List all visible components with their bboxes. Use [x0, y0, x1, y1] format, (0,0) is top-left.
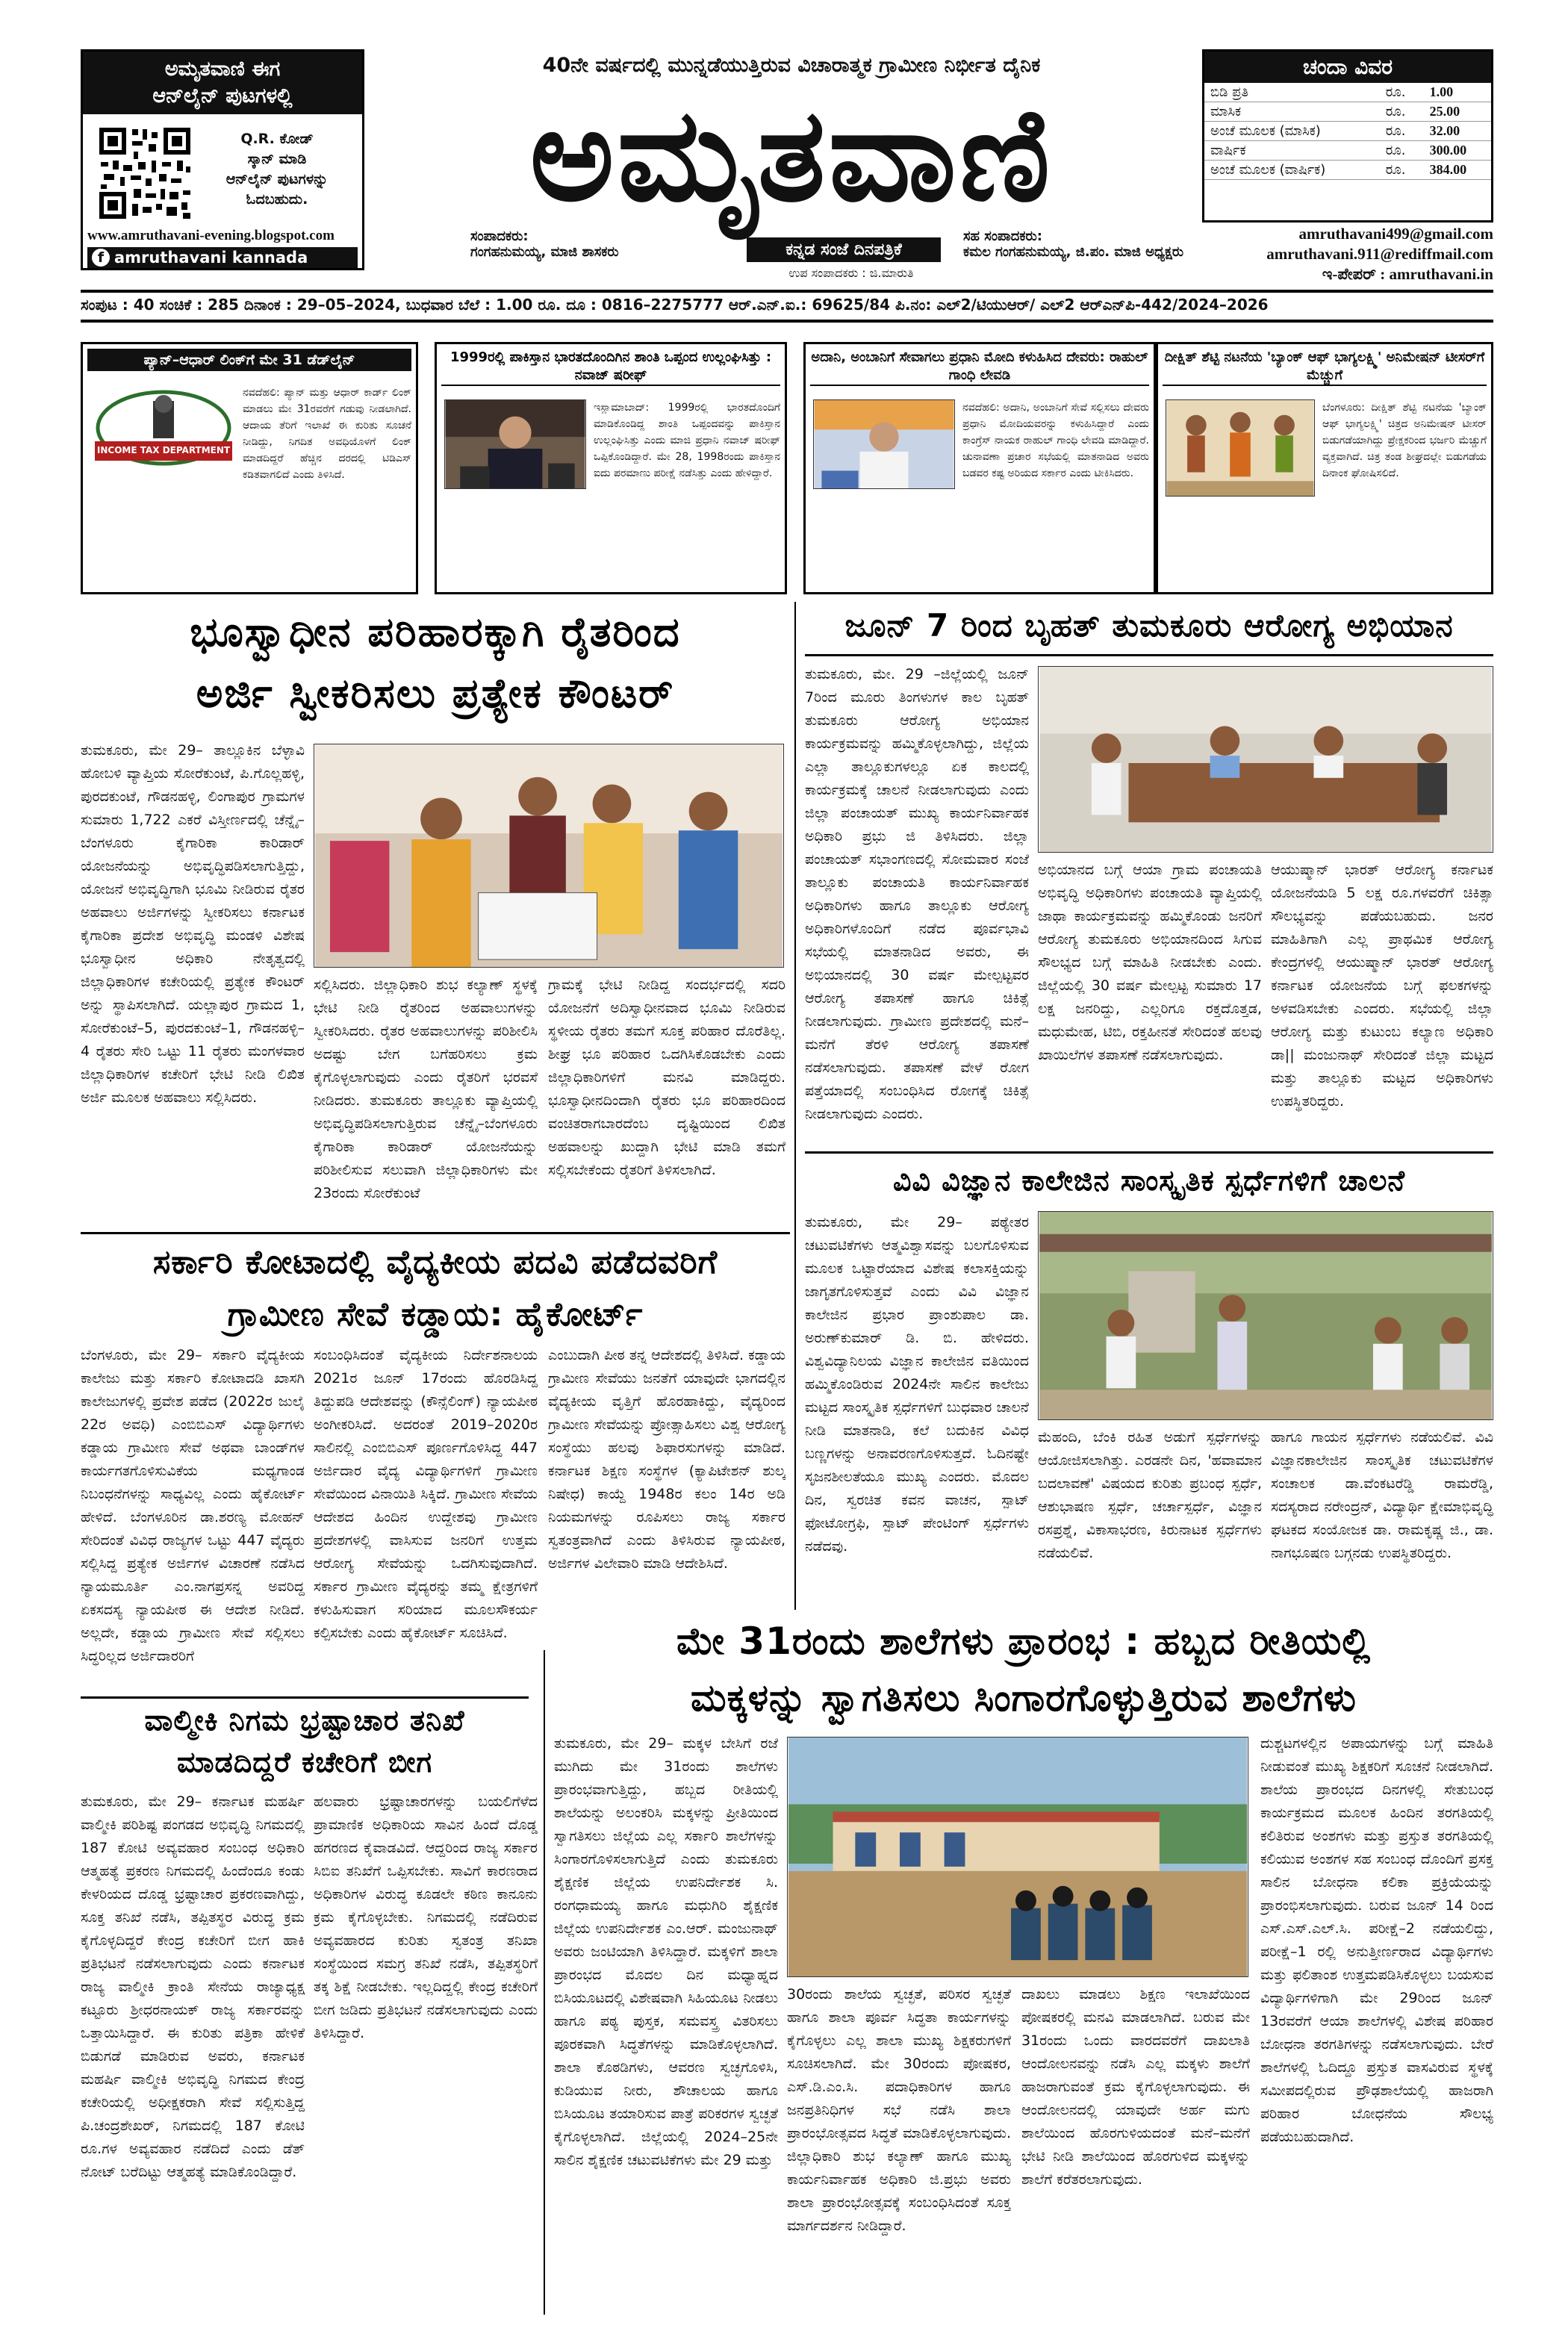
epaper-link[interactable]: ಇ-ಪೇಪರ್ : amruthavani.in [1322, 265, 1493, 283]
schools-headline-line2: ಮಕ್ಕಳನ್ನು ಸ್ವಾಗತಿಸಲು ಸಿಂಗಾರಗೊಳ್ಳುತ್ತಿರುವ ಶಾಲೆಗಳು [691, 1676, 1357, 1720]
facebook-icon: f [92, 249, 110, 267]
coeditor-block [963, 228, 1247, 260]
coeditor-name: ಕಮಲ ಗಂಗಹನುಮಯ್ಯ, ಜಿ.ಪಂ. ಮಾಜಿ ಅಧ್ಯಕ್ಷರು [963, 244, 1184, 260]
valmiki-rule-top [81, 1696, 529, 1699]
brief-pan-aadhaar [81, 342, 418, 594]
masthead-title: ಅಮೃತವಾಣಿ [529, 80, 1054, 230]
email-2[interactable]: amruthavani.911@rediffmail.com [1266, 245, 1493, 263]
qr-caption-line3: ಆನ್‌ಲೈನ್ ಪುಟಗಳನ್ನು [225, 171, 329, 187]
contact-block [1225, 224, 1493, 284]
brief-text: ಇಸ್ಲಾಮಾಬಾದ್: 1999ರಲ್ಲಿ ಭಾರತದೊಂದಿಗೆ ಮಾಡಿಕೊಂಡಿದ್ದ ಶಾಂತಿ ಒಪ್ಪಂದವನ್ನು ಪಾಕಿಸ್ತಾನ ಉಲ್ಲಂಘಿಸಿತ್ತು ಎಂದು ಮಾಜಿ ಪ್ರಧಾನಿ ನವಾಜ್ ಷರೀಫ್ ಒಪ್ಪಿಕೊಂಡಿದ್ದಾರೆ. ಮೇ 28, 1998ರಂದು ಪಾಕಿಸ್ತಾನ ಐದು ಪರಮಾಣು ಪರೀಕ್ಷೆ ನಡೆಸಿತ್ತು ಎಂದು ಹೇಳಿದ್ದಾರೆ. [594, 402, 780, 479]
qr-code[interactable] [96, 125, 193, 222]
rate-label: ಬಿಡಿ ಪ್ರತಿ [1204, 83, 1380, 102]
health-headline: ಜೂನ್ 7 ರಿಂದ ಬೃಹತ್ ತುಮಕೂರು ಆರೋಗ್ಯ ಅಭಿಯಾನ [844, 607, 1454, 644]
rate-unit: ರೂ. [1380, 83, 1424, 102]
qr-caption-line2: ಸ್ಕಾನ್ ಮಾಡಿ [247, 151, 307, 167]
brief-text: ನವದೆಹಲಿ: ಅದಾನಿ, ಅಂಬಾನಿಗೆ ಸೇವೆ ಸಲ್ಲಿಸಲು ದೇವರು ಪ್ರಧಾನಿ ಮೋದಿಯವರನ್ನು ಕಳುಹಿಸಿದ್ದಾರೆ ಎಂದು ಕಾಂಗ್ರೆಸ್ ನಾಯಕ ರಾಹುಲ್ ಗಾಂಧಿ ಲೇವಡಿ ಮಾಡಿದ್ದಾರೆ. ಚುನಾವಣಾ ಪ್ರಚಾರ ಸಭೆಯಲ್ಲಿ ಮಾತನಾಡಿದ ಅವರು ಬಡವರ ಕಷ್ಟ ಅರಿಯದ ಸರ್ಕಾರ ಎಂದು ಟೀಕಿಸಿದರು. [962, 402, 1149, 479]
facebook-handle: amruthavani kannada [114, 249, 308, 267]
subscription-row [1204, 141, 1491, 161]
qr-caption-line1: Q.R. ಕೋಡ್ [240, 131, 314, 147]
schools-headline [554, 1613, 1493, 1726]
valmiki-headline [81, 1699, 529, 1783]
health-photo [1038, 666, 1493, 853]
subscription-row [1204, 161, 1491, 180]
editor-name: ಗಂಗಹನುಮಯ್ಯ, ಮಾಜಿ ಶಾಸಕರು [470, 244, 619, 260]
land-headline [81, 602, 790, 724]
brief-text: ನವದೆಹಲಿ: ಪ್ಯಾನ್ ಮತ್ತು ಆಧಾರ್ ಕಾರ್ಡ್ ಲಿಂಕ್ ಮಾಡಲು ಮೇ 31ರವರೆಗೆ ಗಡುವು ನೀಡಲಾಗಿದೆ. ಆದಾಯ ತೆರಿಗೆ ಇಲಾಖೆ ಈ ಕುರಿತು ಸೂಚನೆ ನೀಡಿದ್ದು, ನಿಗದಿತ ಅವಧಿಯೊಳಗೆ ಲಿಂಕ್ ಮಾಡದಿದ್ದರೆ ಹೆಚ್ಚಿನ ದರದಲ್ಲಿ ಟಿಡಿಎಸ್ ಕಡಿತವಾಗಲಿದೆ ಎಂದು ತಿಳಿಸಿದೆ. [243, 387, 411, 481]
land-col2: ಸಲ್ಲಿಸಿದರು. ಜಿಲ್ಲಾಧಿಕಾರಿ ಶುಭ ಕಲ್ಯಾಣ್ ಸ್ಥಳಕ್ಕೆ ಭೇಟಿ ನೀಡಿ ರೈತರಿಂದ ಅಹವಾಲುಗಳನ್ನು ಸ್ವೀಕರಿಸಿದರು. ರೈತರ ಅಹವಾಲುಗಳನ್ನು ಪರಿಶೀಲಿಸಿ ಅದಷ್ಟು ಬೇಗ ಬಗೆಹರಿಸಲು ಕ್ರಮ ಕೈಗೊಳ್ಳಲಾಗುವುದು ಎಂದು ರೈತರಿಗೆ ಭರವಸೆ ನೀಡಿದರು. ತುಮಕೂರು ತಾಲ್ಲೂಕು ವ್ಯಾಪ್ತಿಯಲ್ಲಿ ಅಭಿವೃದ್ಧಿಪಡಿಸಲಾಗುತ್ತಿರುವ ಚೆನ್ನೈ–ಬೆಂಗಳೂರು ಕೈಗಾರಿಕಾ ಕಾರಿಡಾರ್ ಯೋಜನೆಯನ್ನು ಪರಿಶೀಲಿಸುವ ಸಲುವಾಗಿ ಜಿಲ್ಲಾಧಿಕಾರಿಗಳು ಮೇ 23ರಂದು ಸೋರೆಕುಂಟೆ [314, 977, 538, 1201]
subscription-table [1204, 83, 1491, 180]
brief-title: ಅದಾನಿ, ಅಂಬಾನಿಗೆ ಸೇವಾಗಲು ಪ್ರಧಾನಿ ಮೋದಿ ಕಳುಹಿಸಿದ ದೇವರು: ರಾಹುಲ್ ಗಾಂಧಿ ಲೇವಡಿ [810, 349, 1149, 386]
editor-label: ಸಂಪಾದಕರು: [470, 228, 529, 244]
online-pages-header-line1: ಅಮೃತವಾಣಿ ಈಗ [164, 57, 281, 81]
college-rule-top [805, 1151, 1493, 1154]
rate-value: 300.00 [1424, 141, 1491, 161]
online-pages-header-line2: ಆನ್‌ಲೈನ್ ಪುಟಗಳಲ್ಲಿ [152, 84, 293, 108]
schools-headline-line1: ಮೇ 31ರಂದು ಶಾಲೆಗಳು ಪ್ರಾರಂಭ : ಹಬ್ಬದ ರೀತಿಯಲ್ಲಿ [676, 1620, 1372, 1663]
brief-nawaz-sharif [435, 342, 787, 594]
column-divider [544, 1650, 545, 2315]
govt-rule-top [81, 1232, 790, 1234]
valmiki-col1: ತುಮಕೂರು, ಮೇ 29– ಕರ್ನಾಟಕ ಮಹರ್ಷಿ ವಾಲ್ಮೀಕಿ ಪರಿಶಿಷ್ಟ ಪಂಗಡದ ಅಭಿವೃದ್ಧಿ ನಿಗಮದಲ್ಲಿ 187 ಕೋಟಿ ಅವ್ಯವಹಾರ ಸಂಬಂಧ ಅಧಿಕಾರಿ ಆತ್ಮಹತ್ಯೆ ಪ್ರಕರಣ ನಿಗಮದಲ್ಲಿ ಹಿಂದೆಂದೂ ಕಂಡು ಕೇಳರಿಯದ ದೊಡ್ಡ ಭ್ರಷ್ಟಾಚಾರ ಪ್ರಕರಣವಾಗಿದ್ದು, ಸೂಕ್ತ ತನಿಖೆ ನಡೆಸಿ, ತಪ್ಪಿತಸ್ಥರ ವಿರುದ್ಧ ಕ್ರಮ ಕೈಗೊಳ್ಳದಿದ್ದರೆ ಕೇಂದ್ರ ಕಚೇರಿಗೆ ಬೀಗ ಹಾಕಿ ಪ್ರತಿಭಟನೆ ನಡೆಸಲಾಗುವುದು ಎಂದು ಕರ್ನಾಟಕ ರಾಜ್ಯ ವಾಲ್ಮೀಕಿ ಕ್ರಾಂತಿ ಸೇನೆಯ ರಾಜ್ಯಾಧ್ಯಕ್ಷ ಕಟ್ಟೂರು ಶ್ರೀಧರನಾಯಕ್ ರಾಜ್ಯ ಸರ್ಕಾರವನ್ನು ಒತ್ತಾಯಿಸಿದ್ದಾರೆ. ಈ ಕುರಿತು ಪತ್ರಿಕಾ ಹೇಳಿಕೆ ಬಿಡುಗಡೆ ಮಾಡಿರುವ ಅವರು, ಕರ್ನಾಟಕ ಮಹರ್ಷಿ ವಾಲ್ಮೀಕಿ ಅಭಿವೃದ್ಧಿ ನಿಗಮದ ಕೇಂದ್ರ ಕಚೇರಿಯಲ್ಲಿ ಅಧೀಕ್ಷಕರಾಗಿ ಸೇವೆ ಸಲ್ಲಿಸುತ್ತಿದ್ದ ಪಿ.ಚಂದ್ರಶೇಖರ್, ನಿಗಮದಲ್ಲಿ 187 ಕೋಟಿ ರೂ.ಗಳ ಅವ್ಯವಹಾರ ನಡೆದಿದೆ ಎಂದು ಡೆತ್ ನೋಟ್ ಬರೆದಿಟ್ಟು ಆತ್ಮಹತ್ಯೆ ಮಾಡಿಕೊಂಡಿದ್ದಾರೆ. [81, 1793, 305, 2180]
brief-rahul-gandhi [803, 342, 1156, 594]
govt-headline-line2: ಗ್ರಾಮೀಣ ಸೇವೆ ಕಡ್ಡಾಯ: ಹೈಕೋರ್ಟ್ [227, 1295, 644, 1334]
masthead-rule-bottom [81, 320, 1493, 323]
land-headline-line1: ಭೂಸ್ವಾಧೀನ ಪರಿಹಾರಕ್ಕಾಗಿ ರೈತರಿಂದ [190, 609, 681, 656]
govt-col2: ಸಂಬಂಧಿಸಿದಂತೆ ವೈದ್ಯಕೀಯ ನಿರ್ದೇಶನಾಲಯ 2021ರ ಜೂನ್ 17ರಂದು ಹೊರಡಿಸಿದ್ದ ತಿದ್ದುಪಡಿ ಆದೇಶವನ್ನು (ಕೌನ್ಸೆಲಿಂಗ್) ನ್ಯಾಯಪೀಠ ಅಂಗೀಕರಿಸಿದೆ. ಅದರಂತೆ 2019–2020ರ ಸಾಲಿನಲ್ಲಿ ಎಂಬಿಬಿಎಸ್ ಪೂರ್ಣಗೊಳಿಸಿದ್ದ 447 ಅರ್ಜಿದಾರ ವೈದ್ಯ ವಿದ್ಯಾರ್ಥಿಗಳಿಗೆ ಗ್ರಾಮೀಣ ಸೇವೆಯಿಂದ ವಿನಾಯಿತಿ ಸಿಕ್ಕಿದೆ. ಗ್ರಾಮೀಣ ಸೇವೆಯ ಆದೇಶದ ಹಿಂದಿನ ಉದ್ದೇಶವು ಗ್ರಾಮೀಣ ಪ್ರದೇಶಗಳಲ್ಲಿ ವಾಸಿಸುವ ಜನರಿಗೆ ಉತ್ತಮ ಆರೋಗ್ಯ ಸೇವೆಯನ್ನು ಒದಗಿಸುವುದಾಗಿದೆ. ಸರ್ಕಾರ ಗ್ರಾಮೀಣ ವೈದ್ಯರನ್ನು ತಮ್ಮ ಕ್ಷೇತ್ರಗಳಿಗೆ ಕಳುಹಿಸುವಾಗ ಸರಿಯಾದ ಮೂಲಸೌಕರ್ಯ ಕಲ್ಪಿಸಬೇಕು ಎಂದು ಹೈಕೋರ್ಟ್ ಸೂಚಿಸಿದೆ. [314, 1347, 538, 1641]
rate-unit: ರೂ. [1380, 141, 1424, 161]
rate-value: 32.00 [1424, 122, 1491, 141]
rate-label: ಮಾಸಿಕ [1204, 102, 1380, 122]
email-1[interactable]: amruthavani499@gmail.com [1298, 225, 1493, 243]
rate-value: 25.00 [1424, 102, 1491, 122]
college-col2: ಮೆಹಂದಿ, ಬೆಂಕಿ ರಹಿತ ಅಡುಗೆ ಸ್ಪರ್ಧೆಗಳನ್ನು ಆಯೋಜಿಸಲಾಗಿತ್ತು. ಎರಡನೇ ದಿನ, 'ಹವಾಮಾನ ಬದಲಾವಣೆ' ವಿಷಯದ ಕುರಿತು ಪ್ರಬಂಧ ಸ್ಪರ್ಧೆ, ಆಶುಭಾಷಣ ಸ್ಪರ್ಧೆ, ಚರ್ಚಾಸ್ಪರ್ಧೆ, ವಿಜ್ಞಾನ ರಸಪ್ರಶ್ನೆ, ವಿಕಾಸಾಭರಣ, ಕಿರುನಾಟಕ ಸ್ಪರ್ಧೆಗಳು ನಡೆಯಲಿವೆ. [1038, 1429, 1262, 1561]
subscription-box [1202, 49, 1493, 223]
rate-value: 1.00 [1424, 83, 1491, 102]
health-col3: ಆಯುಷ್ಮಾನ್ ಭಾರತ್ ಆರೋಗ್ಯ ಕರ್ನಾಟಕ ಯೋಜನೆಯಡಿ 5 ಲಕ್ಷ ರೂ.ಗಳವರೆಗೆ ಚಿಕಿತ್ಸಾ ಸೌಲಭ್ಯವನ್ನು ಪಡೆಯಬಹುದು. ಜನರ ಮಾಹಿತಿಗಾಗಿ ಎಲ್ಲ ಪ್ರಾಥಮಿಕ ಆರೋಗ್ಯ ಕೇಂದ್ರಗಳಲ್ಲಿ ಆಯುಷ್ಮಾನ್ ಭಾರತ್ ಆರೋಗ್ಯ ಕರ್ನಾಟಕ ಯೋಜನೆಯ ಬಗ್ಗೆ ಫಲಕಗಳನ್ನು ಅಳವಡಿಸಬೇಕು ಎಂದರು. ಸಭೆಯಲ್ಲಿ ಜಿಲ್ಲಾ ಆರೋಗ್ಯ ಮತ್ತು ಕುಟುಂಬ ಕಲ್ಯಾಣ ಅಧಿಕಾರಿ ಡಾ|| ಮಂಜುನಾಥ್ ಸೇರಿದಂತೆ ಜಿಲ್ಲಾ ಮಟ್ಟದ ಮತ್ತು ತಾಲ್ಲೂಕು ಮಟ್ಟದ ಅಧಿಕಾರಿಗಳು ಉಪಸ್ಥಿತರಿದ್ದರು. [1271, 862, 1493, 1110]
schools-col2: 30ರಂದು ಶಾಲೆಯ ಸ್ವಚ್ಛತೆ, ಪರಿಸರ ಸ್ವಚ್ಛತೆ ಹಾಗೂ ಶಾಲಾ ಪೂರ್ವ ಸಿದ್ಧತಾ ಕಾರ್ಯಗಳನ್ನು ಕೈಗೊಳ್ಳಲು ಎಲ್ಲ ಶಾಲಾ ಮುಖ್ಯ ಶಿಕ್ಷಕರುಗಳಿಗೆ ಸೂಚಿಸಲಾಗಿದೆ. ಮೇ 30ರಂದು ಪೋಷಕರ, ಎಸ್.ಡಿ.ಎಂ.ಸಿ. ಪದಾಧಿಕಾರಿಗಳ ಹಾಗೂ ಜನಪ್ರತಿನಿಧಿಗಳ ಸಭೆ ನಡೆಸಿ ಶಾಲಾ ಪ್ರಾರಂಭೋತ್ಸವದ ಸಿದ್ಧತೆ ಮಾಡಿಕೊಳ್ಳಲಾಗುವುದು. ಜಿಲ್ಲಾಧಿಕಾರಿ ಶುಭ ಕಲ್ಯಾಣ್ ಹಾಗೂ ಮುಖ್ಯ ಕಾರ್ಯನಿರ್ವಾಹಕ ಅಧಿಕಾರಿ ಜಿ.ಪ್ರಭು ಅವರು ಶಾಲಾ ಪ್ರಾರಂಭೋತ್ಸವಕ್ಕೆ ಸಂಬಂಧಿಸಿದಂತೆ ಸೂಕ್ತ ಮಾರ್ಗದರ್ಶನ ನೀಡಿದ್ದಾರೆ. [787, 1986, 1011, 2234]
valmiki-headline-line1: ವಾಲ್ಮೀಕಿ ನಿಗಮ ಭ್ರಷ್ಟಾಚಾರ ತನಿಖೆ [144, 1704, 465, 1737]
valmiki-headline-line2: ಮಾಡದಿದ್ದರೆ ಕಚೇರಿಗೆ ಬೀಗ [176, 1746, 433, 1779]
online-pages-header [83, 52, 362, 114]
schools-col4: ದುಶ್ಚಟಗಳಲ್ಲಿನ ಅಪಾಯಗಳನ್ನು ಬಗ್ಗೆ ಮಾಹಿತಿ ನೀಡುವಂತೆ ಮುಖ್ಯ ಶಿಕ್ಷಕರಿಗೆ ಸೂಚನೆ ನೀಡಲಾಗಿದೆ. ಶಾಲೆಯ ಪ್ರಾರಂಭದ ದಿನಗಳಲ್ಲಿ ಸೇತುಬಂಧ ಕಾರ್ಯಕ್ರಮದ ಮೂಲಕ ಹಿಂದಿನ ತರಗತಿಯಲ್ಲಿ ಕಲಿತಿರುವ ಅಂಶಗಳು ಮತ್ತು ಪ್ರಸ್ತುತ ತರಗತಿಯಲ್ಲಿ ಕಲಿಯುವ ಅಂಶಗಳ ಸಹ ಸಂಬಂಧ ದೊಂದಿಗೆ ಪ್ರಸಕ್ತ ಸಾಲಿನ ಬೋಧನಾ ಕಲಿಕಾ ಪ್ರಕ್ರಿಯೆಯನ್ನು ಪ್ರಾರಂಭಿಸಲಾಗುವುದು. ಬರುವ ಜೂನ್ 14 ರಿಂದ ಎಸ್.ಎಸ್.ಎಲ್.ಸಿ. ಪರೀಕ್ಷೆ–2 ನಡೆಯಲಿದ್ದು, ಪರೀಕ್ಷೆ–1 ರಲ್ಲಿ ಅನುತ್ತೀರ್ಣರಾದ ವಿದ್ಯಾರ್ಥಿಗಳು ಮತ್ತು ಫಲಿತಾಂಶ ಉತ್ತಮಪಡಿಸಿಕೊಳ್ಳಲು ಬಯಸುವ ವಿದ್ಯಾರ್ಥಿಗಳಿಗಾಗಿ ಮೇ 29ರಿಂದ ಜೂನ್ 13ರವರೆಗೆ ಆಯಾ ಶಾಲೆಗಳಲ್ಲಿ ವಿಶೇಷ ಪರಿಹಾರ ಬೋಧನಾ ತರಗತಿಗಳನ್ನು ನಡೆಸಲಾಗುವುದು. ಬೇರೆ ಶಾಲೆಗಳಲ್ಲಿ ಓದಿದ್ದೂ ಪ್ರಸ್ತುತ ವಾಸವಿರುವ ಸ್ಥಳಕ್ಕೆ ಸಮೀಪದಲ್ಲಿರುವ ಪ್ರೌಢಶಾಲೆಯಲ್ಲಿ ಹಾಜರಾಗಿ ಪರಿಹಾರ ಬೋಧನೆಯ ಸೌಲಭ್ಯ ಪಡೆಯಬಹುದಾಗಿದೆ. [1260, 1735, 1493, 2145]
brief-text: ಬೆಂಗಳೂರು: ದೀಕ್ಷಿತ್ ಶೆಟ್ಟಿ ನಟನೆಯ 'ಬ್ಯಾಂಕ್ ಆಫ್ ಭಾಗ್ಯಲಕ್ಷ್ಮಿ' ಚಿತ್ರದ ಅನಿಮೇಷನ್ ಟೀಸರ್ ಬಿಡುಗಡೆಯಾಗಿದ್ದು ಪ್ರೇಕ್ಷಕರಿಂದ ಭರ್ಜರಿ ಮೆಚ್ಚುಗೆ ವ್ಯಕ್ತವಾಗಿದೆ. ಚಿತ್ರ ತಂಡ ಶೀಘ್ರದಲ್ಲೇ ಬಿಡುಗಡೆಯ ದಿನಾಂಕ ಘೋಷಿಸಲಿದೆ. [1322, 402, 1487, 479]
college-photo [1038, 1211, 1493, 1420]
blog-url[interactable]: www.amruthavani-evening.blogspot.com [87, 228, 335, 243]
subscription-row [1204, 102, 1491, 122]
subscription-row [1204, 122, 1491, 141]
column-divider [794, 602, 796, 1610]
subscription-header: ಚಂದಾ ವಿವರ [1204, 52, 1491, 83]
college-col1: ತುಮಕೂರು, ಮೇ 29– ಪಠ್ಯೇತರ ಚಟುವಟಿಕೆಗಳು ಆತ್ಮವಿಶ್ವಾಸವನ್ನು ಬಲಗೊಳಿಸುವ ಮೂಲಕ ಒಟ್ಟಾರೆಯಾದ ವಿಶೇಷ ಕಲಾಸಕ್ತಿಯನ್ನು ಜಾಗೃತಗೊಳಿಸುತ್ತವೆ ಎಂದು ವಿವಿ ವಿಜ್ಞಾನ ಕಾಲೇಜಿನ ಪ್ರಭಾರ ಪ್ರಾಂಶುಪಾಲ ಡಾ. ಅರುಣ್‌ಕುಮಾರ್ ಡಿ. ಬಿ. ಹೇಳಿದರು. ವಿಶ್ವವಿದ್ಯಾನಿಲಯ ವಿಜ್ಞಾನ ಕಾಲೇಜಿನ ವತಿಯಿಂದ ಹಮ್ಮಿಕೊಂಡಿರುವ 2024ನೇ ಸಾಲಿನ ಕಾಲೇಜು ಮಟ್ಟದ ಸಾಂಸ್ಕೃತಿಕ ಸ್ಪರ್ಧೆಗಳಿಗೆ ಬುಧವಾರ ಚಾಲನೆ ನೀಡಿ ಮಾತನಾಡಿ, ಕಲೆ ಬದುಕಿನ ವಿವಿಧ ಬಣ್ಣಗಳನ್ನು ಅನಾವರಣಗೊಳಿಸುತ್ತದೆ. ಓದಿನಷ್ಟೇ ಸೃಜನಶೀಲತೆಯೂ ಮುಖ್ಯ ಎಂದರು. ಮೊದಲ ದಿನ, ಸ್ವರಚಿತ ಕವನ ವಾಚನ, ಸ್ಪಾಟ್ ಫೋಟೋಗ್ರಫಿ, ಸ್ಪಾಟ್ ಪೇಂಟಿಂಗ್ ಸ್ಪರ್ಧೆಗಳು ನಡೆದವು. [805, 1214, 1029, 1555]
masthead-rule-top [81, 290, 1493, 293]
valmiki-col2: ಹಲವಾರು ಭ್ರಷ್ಟಾಚಾರಗಳನ್ನು ಬಯಲಿಗೆಳೆದ ಪ್ರಾಮಾಣಿಕ ಅಧಿಕಾರಿಯ ಸಾವಿನ ಹಿಂದೆ ದೊಡ್ಡ ಹಗರಣದ ಕೈವಾಡವಿದೆ. ಆದ್ದರಿಂದ ರಾಜ್ಯ ಸರ್ಕಾರ ಸಿಬಿಐ ತನಿಖೆಗೆ ಒಪ್ಪಿಸಬೇಕು. ಸಾವಿಗೆ ಕಾರಣರಾದ ಅಧಿಕಾರಿಗಳ ವಿರುದ್ಧ ಕೂಡಲೇ ಕಠಿಣ ಕಾನೂನು ಕ್ರಮ ಕೈಗೊಳ್ಳಬೇಕು. ನಿಗಮದಲ್ಲಿ ನಡೆದಿರುವ ಅವ್ಯವಹಾರದ ಕುರಿತು ಸ್ವತಂತ್ರ ತನಿಖಾ ಸಂಸ್ಥೆಯಿಂದ ಸಮಗ್ರ ತನಿಖೆ ನಡೆಸಿ, ತಪ್ಪಿತಸ್ಥರಿಗೆ ತಕ್ಕ ಶಿಕ್ಷೆ ನೀಡಬೇಕು. ಇಲ್ಲದಿದ್ದಲ್ಲಿ ಕೇಂದ್ರ ಕಚೇರಿಗೆ ಬೀಗ ಜಡಿದು ಪ್ರತಿಭಟನೆ ನಡೆಸಲಾಗುವುದು ಎಂದು ತಿಳಿಸಿದ್ದಾರೆ. [314, 1793, 538, 2041]
brief-title: ದೀಕ್ಷಿತ್ ಶೆಟ್ಟಿ ನಟನೆಯ 'ಬ್ಯಾಂಕ್ ಆಫ್ ಭಾಗ್ಯಲಕ್ಷ್ಮಿ' ಅನಿಮೇಷನ್ ಟೀಸರ್‌ಗೆ ಮೆಚ್ಚುಗೆ [1163, 349, 1487, 386]
schools-col3: ದಾಖಲು ಮಾಡಲು ಶಿಕ್ಷಣ ಇಲಾಖೆಯಿಂದ ಪೋಷಕರಲ್ಲಿ ಮನವಿ ಮಾಡಲಾಗಿದೆ. ಬರುವ ಮೇ 31ರಂದು ಒಂದು ವಾರದವರೆಗೆ ದಾಖಲಾತಿ ಆಂದೋಲನವನ್ನು ನಡೆಸಿ ಎಲ್ಲ ಮಕ್ಕಳು ಶಾಲೆಗೆ ಹಾಜರಾಗುವಂತೆ ಕ್ರಮ ಕೈಗೊಳ್ಳಲಾಗುವುದು. ಈ ಆಂದೋಲನದಲ್ಲಿ ಯಾವುದೇ ಅರ್ಹ ಮಗು ಶಾಲೆಯಿಂದ ಹೊರಗುಳಿಯದಂತೆ ಮನೆ–ಮನೆಗೆ ಭೇಟಿ ನೀಡಿ ಶಾಲೆಯಿಂದ ಹೊರಗುಳಿದ ಮಕ್ಕಳನ್ನು ಶಾಲೆಗೆ ಕರೆತರಲಾಗುವುದು. [1021, 1986, 1250, 2188]
college-col3: ಹಾಗೂ ಗಾಯನ ಸ್ಪರ್ಧೆಗಳು ನಡೆಯಲಿವೆ. ವಿವಿ ವಿಜ್ಞಾನಕಾಲೇಜಿನ ಸಾಂಸ್ಕೃತಿಕ ಚಟುವಟಿಕೆಗಳ ಸಂಚಾಲಕ ಡಾ.ವೆಂಕಟರೆಡ್ಡಿ ರಾಮರೆಡ್ಡಿ, ಸದಸ್ಯರಾದ ನರೇಂದ್ರನ್, ವಿದ್ಯಾರ್ಥಿ ಕ್ಷೇಮಾಭಿವೃದ್ಧಿ ಘಟಕದ ಸಂಯೋಜಕ ಡಾ. ರಾಮಕೃಷ್ಣ ಜಿ., ಡಾ. ನಾಗಭೂಷಣ ಬಗ್ಗನಡು ಉಪಸ್ಥಿತರಿದ್ದರು. [1271, 1429, 1493, 1561]
tagline: 40ನೇ ವರ್ಷದಲ್ಲಿ ಮುನ್ನಡೆಯುತ್ತಿರುವ ವಿಚಾರಾತ್ಮಕ ಗ್ರಾಮೀಣ ನಿರ್ಭೀತ ದೈನಿಕ [542, 54, 1041, 77]
brief-photo-rahul [813, 399, 955, 489]
brief-title: ಪ್ಯಾನ್–ಆಧಾರ್ ಲಿಂಕ್‌ಗೆ ಮೇ 31 ಡೆಡ್‌ಲೈನ್ [87, 349, 411, 371]
health-col2: ಅಭಿಯಾನದ ಬಗ್ಗೆ ಆಯಾ ಗ್ರಾಮ ಪಂಚಾಯತಿ ಅಭಿವೃದ್ಧಿ ಅಧಿಕಾರಿಗಳು ಪಂಚಾಯತಿ ವ್ಯಾಪ್ತಿಯಲ್ಲಿ ಜಾಥಾ ಕಾರ್ಯಕ್ರಮವನ್ನು ಹಮ್ಮಿಕೊಂಡು ಜನರಿಗೆ ಆರೋಗ್ಯ ತುಮಕೂರು ಅಭಿಯಾನದಿಂದ ಸಿಗುವ ಸೌಲಭ್ಯದ ಬಗ್ಗೆ ಮಾಹಿತಿ ನೀಡಬೇಕು ಎಂದು. ಜಿಲ್ಲೆಯಲ್ಲಿ 30 ವರ್ಷ ಮೇಲ್ಪಟ್ಟ ಸುಮಾರು 17 ಲಕ್ಷ ಜನರಿದ್ದು, ಎಲ್ಲರಿಗೂ ರಕ್ತದೊತ್ತಡ, ಮಧುಮೇಹ, ಟಿಬಿ, ರಕ್ತಹೀನತೆ ಸೇರಿದಂತೆ ಹಲವು ಖಾಯಿಲೆಗಳ ತಪಾಸಣೆ ನಡೆಸಲಾಗುವುದು. [1038, 862, 1262, 1063]
issue-line: ಸಂಪುಟ : 40 ಸಂಚಿಕೆ : 285 ದಿನಾಂಕ : 29–05–2024, ಬುಧವಾರ ಬೆಲೆ : 1.00 ರೂ. ದೂ : 0816–2275777 ಆರ್.ಎನ್.ಐ.: 69625/84 ಪಿ.ನಂ: ಎಲ್2/ಟಿಯುಆರ್/ ಎಲ್2 ಆರ್‌ಎನ್‌ಪಿ-442/2024–2026 [81, 296, 1269, 314]
editor-block [470, 228, 724, 260]
land-headline-line2: ಅರ್ಜಿ ಸ್ವೀಕರಿಸಲು ಪ್ರತ್ಯೇಕ ಕೌಂಟರ್ [196, 670, 675, 717]
subscription-row [1204, 83, 1491, 102]
rate-unit: ರೂ. [1380, 102, 1424, 122]
land-col1: ತುಮಕೂರು, ಮೇ 29– ತಾಲ್ಲೂಕಿನ ಬೆಳ್ಳಾವಿ ಹೋಬಳಿ ವ್ಯಾಪ್ತಿಯ ಸೋರೆಕುಂಟೆ, ಪಿ.ಗೊಲ್ಲಹಳ್ಳಿ, ಪುರದಕುಂಟೆ, ಗೌಡನಹಳ್ಳಿ, ಲಿಂಗಾಪುರ ಗ್ರಾಮಗಳ ಸುಮಾರು 1,722 ಎಕರೆ ವಿಸ್ತೀರ್ಣದಲ್ಲಿ ಚೆನ್ನೈ–ಬೆಂಗಳೂರು ಕೈಗಾರಿಕಾ ಕಾರಿಡಾರ್ ಯೋಜನೆಯನ್ನು ಅಭಿವೃದ್ಧಿಪಡಿಸಲಾಗುತ್ತಿದ್ದು, ಯೋಜನೆ ಅಭಿವೃದ್ಧಿಗಾಗಿ ಭೂಮಿ ನೀಡಿರುವ ರೈತರ ಅಹವಾಲು ಅರ್ಜಿಗಳನ್ನು ಸ್ವೀಕರಿಸಲು ಕರ್ನಾಟಕ ಕೈಗಾರಿಕಾ ಪ್ರದೇಶ ಅಭಿವೃದ್ಧಿ ಮಂಡಳಿ ವಿಶೇಷ ಭೂಸ್ವಾಧೀನ ಅಧಿಕಾರಿ ನೇತೃತ್ವದಲ್ಲಿ ಜಿಲ್ಲಾಧಿಕಾರಿಗಳ ಕಚೇರಿಯಲ್ಲಿ ಪ್ರತ್ಯೇಕ ಕೌಂಟರ್ ಅನ್ನು ಸ್ಥಾಪಿಸಲಾಗಿದೆ. ಯಲ್ಲಾಪುರ ಗ್ರಾಮದ 1, ಸೋರೆಕುಂಟೆ–5, ಪುರದಕುಂಟೆ–1, ಗೌಡನಹಳ್ಳಿ–4 ರೈತರು ಸೇರಿ ಒಟ್ಟು 11 ರೈತರು ಮಂಗಳವಾರ ಜಿಲ್ಲಾಧಿಕಾರಿಗಳ ಕಚೇರಿಗೆ ಭೇಟಿ ನೀಡಿ ಲಿಖಿತ ಅರ್ಜಿ ಮೂಲಕ ಅಹವಾಲು ಸಲ್ಲಿಸಿದರು. [81, 742, 305, 1106]
land-col3: ಗ್ರಾಮಕ್ಕೆ ಭೇಟಿ ನೀಡಿದ್ದ ಸಂದರ್ಭದಲ್ಲಿ ಸದರಿ ಯೋಜನೆಗೆ ಅದಿಸ್ವಾಧೀನವಾದ ಭೂಮಿ ನೀಡಿರುವ ಸ್ಥಳೀಯ ರೈತರು ತಮಗೆ ಸೂಕ್ತ ಪರಿಹಾರ ದೊರೆತಿಲ್ಲ. ಶೀಘ್ರ ಭೂ ಪರಿಹಾರ ಒದಗಿಸಿಕೊಡಬೇಕು ಎಂದು ಜಿಲ್ಲಾಧಿಕಾರಿಗಳಿಗೆ ಮನವಿ ಮಾಡಿದ್ದರು. ಭೂಸ್ವಾಧೀನದಿಂದಾಗಿ ರೈತರು ಭೂ ಪರಿಹಾರದಿಂದ ವಂಚಿತರಾಗಬಾರದೆಂಬ ದೃಷ್ಟಿಯಿಂದ ಲಿಖಿತ ಅಹವಾಲನ್ನು ಖುದ್ದಾಗಿ ಭೇಟಿ ಮಾಡಿ ತಮಗೆ ಸಲ್ಲಿಸಬೇಕೆಂದು ರೈತರಿಗೆ ತಿಳಿಸಲಾಗಿದೆ. [548, 977, 785, 1178]
rate-label: ಅಂಚೆ ಮೂಲಕ (ವಾರ್ಷಿಕ) [1204, 161, 1380, 180]
rate-label: ವಾರ್ಷಿಕ [1204, 141, 1380, 161]
health-col1: ತುಮಕೂರು, ಮೇ. 29 –ಜಿಲ್ಲೆಯಲ್ಲಿ ಜೂನ್ 7ರಿಂದ ಮೂರು ತಿಂಗಳುಗಳ ಕಾಲ ಬೃಹತ್ ತುಮಕೂರು ಆರೋಗ್ಯ ಅಭಿಯಾನ ಕಾರ್ಯಕ್ರಮವನ್ನು ಹಮ್ಮಿಕೊಳ್ಳಲಾಗಿದ್ದು, ಜಿಲ್ಲೆಯ ಎಲ್ಲಾ ತಾಲ್ಲೂಕುಗಳಲ್ಲೂ ಏಕ ಕಾಲದಲ್ಲಿ ಕಾರ್ಯಕ್ರಮಕ್ಕೆ ಚಾಲನೆ ನೀಡಲಾಗುವುದು ಎಂದು ಜಿಲ್ಲಾ ಪಂಚಾಯತ್ ಮುಖ್ಯ ಕಾರ್ಯನಿರ್ವಾಹಕ ಅಧಿಕಾರಿ ಪ್ರಭು ಜಿ ತಿಳಿಸಿದರು. ಜಿಲ್ಲಾ ಪಂಚಾಯತ್ ಸಭಾಂಗಣದಲ್ಲಿ ಸೋಮವಾರ ಸಂಜೆ ತಾಲ್ಲೂಕು ಪಂಚಾಯತಿ ಕಾರ್ಯನಿರ್ವಾಹಕ ಅಧಿಕಾರಿಗಳು ಹಾಗೂ ತಾಲ್ಲೂಕು ಆರೋಗ್ಯ ಅಧಿಕಾರಿಗಳೊಂದಿಗೆ ನಡೆದ ಪೂರ್ವಭಾವಿ ಸಭೆಯಲ್ಲಿ ಮಾತನಾಡಿದ ಅವರು, ಈ ಅಭಿಯಾನದಲ್ಲಿ 30 ವರ್ಷ ಮೇಲ್ಪಟ್ಟವರ ಆರೋಗ್ಯ ತಪಾಸಣೆ ಹಾಗೂ ಚಿಕಿತ್ಸೆ ನೀಡಲಾಗುವುದು. ಗ್ರಾಮೀಣ ಪ್ರದೇಶದಲ್ಲಿ ಮನೆ–ಮನೆಗೆ ತೆರಳಿ ಆರೋಗ್ಯ ತಪಾಸಣೆ ನಡೆಸಲಾಗುವುದು. ತಪಾಸಣೆ ವೇಳೆ ರೋಗ ಪತ್ತೆಯಾದಲ್ಲಿ ಸಂಬಂಧಿಸಿದ ರೋಗಕ್ಕೆ ಚಿಕಿತ್ಸೆ ನೀಡಲಾಗುವುದು ಎಂದರು. [805, 666, 1029, 1122]
income-tax-logo [89, 386, 238, 476]
rate-label: ಅಂಚೆ ಮೂಲಕ (ಮಾಸಿಕ) [1204, 122, 1380, 141]
qr-caption [202, 129, 352, 210]
govt-headline [81, 1236, 790, 1341]
rate-value: 384.00 [1424, 161, 1491, 180]
schools-col1: ತುಮಕೂರು, ಮೇ 29– ಮಕ್ಕಳ ಬೇಸಿಗೆ ರಜೆ ಮುಗಿದು ಮೇ 31ರಂದು ಶಾಲೆಗಳು ಪ್ರಾರಂಭವಾಗುತ್ತಿದ್ದು, ಹಬ್ಬದ ರೀತಿಯಲ್ಲಿ ಶಾಲೆಯನ್ನು ಅಲಂಕರಿಸಿ ಮಕ್ಕಳನ್ನು ಪ್ರೀತಿಯಿಂದ ಸ್ವಾಗತಿಸಲು ಜಿಲ್ಲೆಯ ಎಲ್ಲ ಸರ್ಕಾರಿ ಶಾಲೆಗಳನ್ನು ಸಿಂಗಾರಗೊಳಿಸಲಾಗುತ್ತಿದೆ ಎಂದು ತುಮಕೂರು ಶೈಕ್ಷಣಿಕ ಜಿಲ್ಲೆಯ ಉಪನಿರ್ದೇಶಕ ಸಿ. ರಂಗಧಾಮಯ್ಯ ಹಾಗೂ ಮಧುಗಿರಿ ಶೈಕ್ಷಣಿಕ ಜಿಲ್ಲೆಯ ಉಪನಿರ್ದೇಶಕ ಎಂ.ಆರ್. ಮಂಜುನಾಥ್ ಅವರು ಜಂಟಿಯಾಗಿ ತಿಳಿಸಿದ್ದಾರೆ. ಮಕ್ಕಳಿಗೆ ಶಾಲಾ ಪ್ರಾರಂಭದ ಮೊದಲ ದಿನ ಮಧ್ಯಾಹ್ನದ ಬಿಸಿಯೂಟದಲ್ಲಿ ವಿಶೇಷವಾಗಿ ಸಿಹಿಯೂಟ ನೀಡಲು ಹಾಗೂ ಪಠ್ಯ ಪುಸ್ತಕ, ಸಮವಸ್ತ್ರ ವಿತರಿಸಲು ಪೂರಕವಾಗಿ ಸಿದ್ಧತೆಗಳನ್ನು ಮಾಡಿಕೊಳ್ಳಲಾಗಿದೆ. ಶಾಲಾ ಕೊಠಡಿಗಳು, ಆವರಣ ಸ್ವಚ್ಛಗೊಳಿಸಿ, ಕುಡಿಯುವ ನೀರು, ಶೌಚಾಲಯ ಹಾಗೂ ಬಿಸಿಯೂಟ ತಯಾರಿಸುವ ಪಾತ್ರೆ ಪರಿಕರಗಳ ಸ್ವಚ್ಛತೆ ಕೈಗೊಳ್ಳಲಾಗಿದೆ. ಜಿಲ್ಲೆಯಲ್ಲಿ 2024–25ನೇ ಸಾಲಿನ ಶೈಕ್ಷಣಿಕ ಚಟುವಟಿಕೆಗಳು ಮೇ 29 ಮತ್ತು [554, 1735, 778, 2168]
facebook-bar[interactable] [87, 247, 358, 268]
sub-editor: ಉಪ ಸಂಪಾದಕರು : ಜಿ.ಮಾರುತಿ [788, 266, 914, 280]
rate-unit: ರೂ. [1380, 122, 1424, 141]
govt-col3: ಎಂಬುದಾಗಿ ಪೀಠ ತನ್ನ ಆದೇಶದಲ್ಲಿ ತಿಳಿಸಿದೆ. ಕಡ್ಡಾಯ ಗ್ರಾಮೀಣ ಸೇವೆಯು ಜನತೆಗೆ ಯಾವುದೇ ಭಾಗದಲ್ಲಿನ ವೈದ್ಯಕೀಯ ವೃತ್ತಿಗೆ ಹೊರಹಾಕಿದ್ದು, ವೈದ್ಯರಿಂದ ಗ್ರಾಮೀಣ ಸೇವೆಯನ್ನು ಪ್ರೋತ್ಸಾಹಿಸಲು ವಿಶ್ವ ಆರೋಗ್ಯ ಸಂಸ್ಥೆಯು ಹಲವು ಶಿಫಾರಸುಗಳನ್ನು ಮಾಡಿದೆ. ಕರ್ನಾಟಕ ಶಿಕ್ಷಣ ಸಂಸ್ಥೆಗಳ (ಕ್ಯಾಪಿಟೇಶನ್ ಶುಲ್ಕ ನಿಷೇಧ) ಕಾಯ್ದೆ 1948ರ ಕಲಂ 14ರ ಅಡಿ ನಿಯಮಗಳನ್ನು ರೂಪಿಸಲು ರಾಜ್ಯ ಸರ್ಕಾರ ಸ್ವತಂತ್ರವಾಗಿದೆ ಎಂದು ತಿಳಿಸಿರುವ ನ್ಯಾಯಪೀಠ, ಅರ್ಜಿಗಳ ವಿಲೇವಾರಿ ಮಾಡಿ ಆದೇಶಿಸಿದೆ. [548, 1347, 785, 1572]
qr-caption-line4: ಓದಬಹುದು. [246, 191, 308, 208]
income-tax-logo-text: INCOME TAX DEPARTMENT [96, 445, 231, 455]
govt-headline-line1: ಸರ್ಕಾರಿ ಕೋಟಾದಲ್ಲಿ ವೈದ್ಯಕೀಯ ಪದವಿ ಪಡೆದವರಿಗೆ [152, 1243, 718, 1281]
rate-unit: ರೂ. [1380, 161, 1424, 180]
govt-col1: ಬೆಂಗಳೂರು, ಮೇ 29– ಸರ್ಕಾರಿ ವೈದ್ಯಕೀಯ ಕಾಲೇಜು ಮತ್ತು ಸರ್ಕಾರಿ ಕೋಟಾದಡಿ ಖಾಸಗಿ ಕಾಲೇಜುಗಳಲ್ಲಿ ಪ್ರವೇಶ ಪಡೆದ (2022ರ ಜುಲೈ 22ರ ಅವಧಿ) ಎಂಬಿಬಿಎಸ್ ವಿದ್ಯಾರ್ಥಿಗಳು ಕಡ್ಡಾಯ ಗ್ರಾಮೀಣ ಸೇವೆ ಅಥವಾ ಬಾಂಡ್‌ಗಳ ಕಾರ್ಯಗತಗೊಳಿಸುವಿಕೆಯ ಮಧ್ಯಗಾಂಡ ನಿಬಂಧನೆಗಳನ್ನು ಸಾಧ್ಯವಿಲ್ಲ ಎಂದು ಹೈಕೋರ್ಟ್ ಹೇಳಿದೆ. ಬೆಂಗಳೂರಿನ ಡಾ.ಶರಣ್ಯ ಮೋಹನ್ ಸೇರಿದಂತೆ ವಿವಿಧ ರಾಜ್ಯಗಳ ಒಟ್ಟು 447 ವೈದ್ಯರು ಸಲ್ಲಿಸಿದ್ದ ಪ್ರತ್ಯೇಕ ಅರ್ಜಿಗಳ ವಿಚಾರಣೆ ನಡೆಸಿದ ನ್ಯಾಯಮೂರ್ತಿ ಎಂ.ನಾಗಪ್ರಸನ್ನ ಅವರಿದ್ದ ಏಕಸದಸ್ಯ ನ್ಯಾಯಪೀಠ ಈ ಆದೇಶ ನೀಡಿದೆ. ಅಲ್ಲದೇ, ಕಡ್ಡಾಯ ಗ್ರಾಮೀಣ ಸೇವೆ ಸಲ್ಲಿಸಲು ಸಿದ್ಧರಿಲ್ಲದ ಅರ್ಜಿದಾರರಿಗೆ [81, 1347, 305, 1664]
health-rule [805, 654, 1493, 656]
online-pages-box [81, 49, 364, 270]
paper-subtitle: ಕನ್ನಡ ಸಂಜೆ ದಿನಪತ್ರಿಕೆ [747, 237, 941, 262]
brief-bank-of-bhagyalakshmi [1156, 342, 1493, 594]
schools-photo [787, 1737, 1248, 1977]
coeditor-label: ಸಹ ಸಂಪಾದಕರು: [963, 228, 1042, 244]
brief-title: 1999ರಲ್ಲಿ ಪಾಕಿಸ್ತಾನ ಭಾರತದೊಂದಿಗಿನ ಶಾಂತಿ ಒಪ್ಪಂದ ಉಲ್ಲಂಘಿಸಿತ್ತು : ನವಾಜ್ ಷರೀಫ್ [441, 349, 780, 386]
college-headline: ವಿವಿ ವಿಜ್ಞಾನ ಕಾಲೇಜಿನ ಸಾಂಸ್ಕೃತಿಕ ಸ್ಪರ್ಧೆಗಳಿಗೆ ಚಾಲನೆ [892, 1164, 1405, 1197]
land-photo [314, 744, 784, 968]
brief-photo-animation [1166, 399, 1315, 497]
brief-photo-nawaz [444, 399, 586, 489]
